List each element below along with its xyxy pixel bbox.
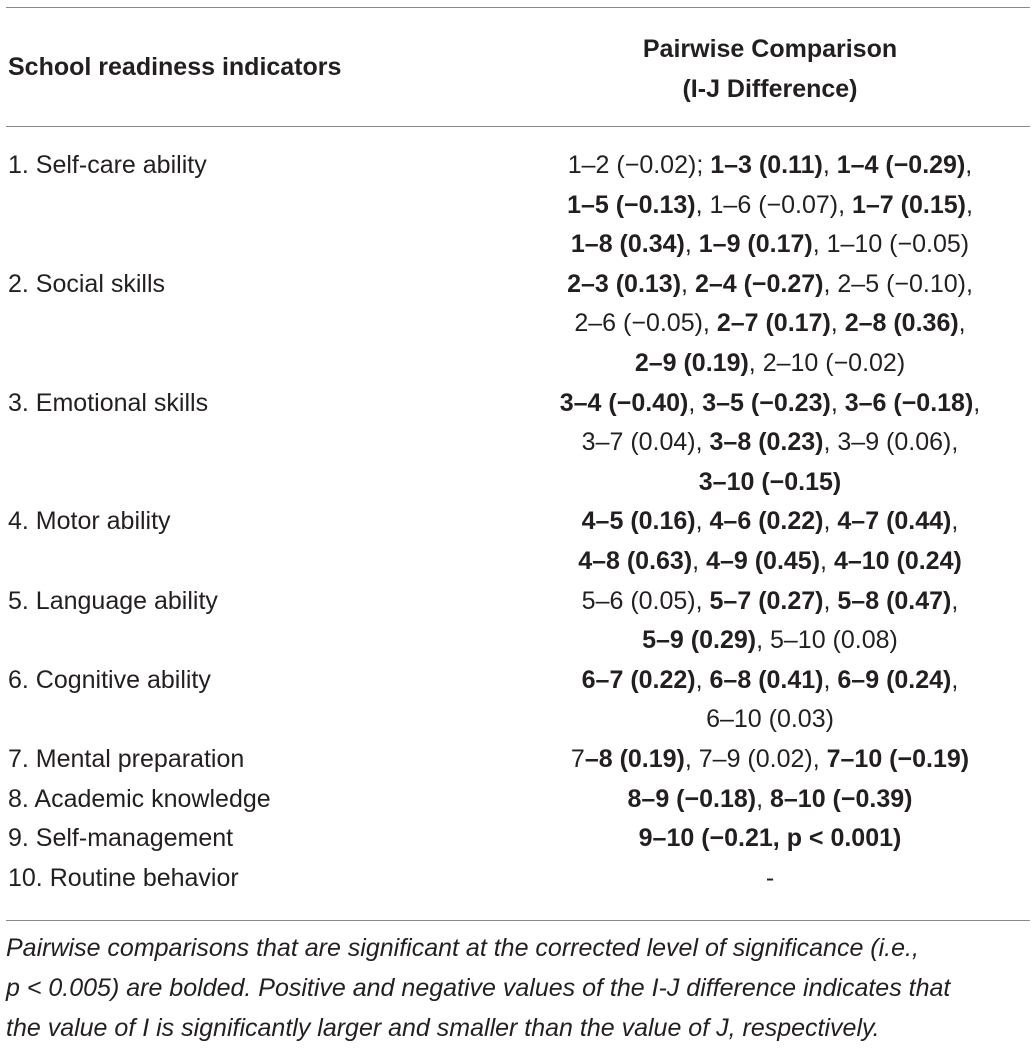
comparison-line	[505, 740, 1035, 780]
significant-comparison: 8–9 (−0.18)	[627, 784, 757, 813]
significant-comparison: 3–5 (−0.23)	[702, 388, 831, 417]
top-rule	[6, 7, 1030, 8]
table-row	[0, 819, 1036, 859]
pairwise-comparison-cell	[505, 819, 1035, 859]
pairwise-comparison-cell	[505, 384, 1035, 503]
significant-comparison: 3–8 (0.23)	[709, 428, 824, 457]
indicator-label: 6. Cognitive ability	[8, 665, 211, 694]
bottom-rule	[6, 920, 1030, 921]
pairwise-comparison-cell	[505, 146, 1035, 265]
significant-comparison: 1–8 (0.34)	[570, 230, 685, 259]
comparison-text: ,	[692, 546, 707, 575]
significant-comparison: 1–7 (0.15)	[852, 190, 966, 219]
significant-comparison: 1–4 (−0.29)	[836, 151, 966, 179]
column-header-comparison-line1: Pairwise Comparison	[642, 35, 898, 63]
significant-comparison: 1–5 (−0.13)	[567, 190, 696, 219]
comparison-text: ,	[973, 388, 981, 417]
indicator-label: 4. Motor ability	[8, 507, 171, 536]
comparison-line	[505, 463, 1035, 503]
table-row	[0, 502, 1036, 581]
pairwise-comparison-cell	[505, 582, 1035, 661]
indicator-label: 7. Mental preparation	[8, 744, 245, 773]
pairwise-comparison-cell	[505, 740, 1035, 780]
comparison-line	[505, 502, 1035, 542]
comparison-text: , 7–9 (0.02),	[684, 744, 827, 773]
comparison-text: ,	[684, 230, 699, 259]
significant-comparison: 4–9 (0.45)	[706, 546, 821, 575]
indicator-label: 3. Emotional skills	[8, 388, 209, 417]
significant-comparison: 2–4 (−0.27)	[694, 269, 824, 298]
table-row	[0, 780, 1036, 820]
comparison-text: ,	[951, 665, 959, 694]
table-footnote	[6, 928, 1030, 1048]
column-header-comparison	[505, 29, 1035, 109]
significant-comparison: 5–8 (0.47)	[837, 586, 952, 615]
table-row	[0, 859, 1036, 899]
indicator-label: 1. Self-care ability	[8, 151, 207, 179]
significant-comparison: 3–6 (−0.18)	[844, 388, 974, 417]
table-row	[0, 661, 1036, 740]
comparison-text: 2–6 (−0.05),	[574, 309, 717, 338]
comparison-text: ,	[965, 151, 973, 179]
comparison-text: ,	[951, 507, 959, 536]
comparison-line	[505, 384, 1035, 424]
comparison-text: 1–2 (−0.02);	[567, 151, 711, 179]
table-row	[0, 146, 1036, 265]
comparison-text: ,	[688, 388, 703, 417]
comparison-line	[505, 146, 1035, 186]
indicator-label: 9. Self-management	[8, 824, 234, 853]
comparison-line	[505, 344, 1035, 384]
comparison-line	[505, 859, 1035, 899]
significant-comparison: 2–8 (0.36)	[844, 309, 959, 338]
significant-comparison: 3–10 (−0.15)	[698, 467, 842, 496]
comparison-text: 7	[570, 744, 585, 773]
significant-comparison: 4–8 (0.63)	[578, 546, 693, 575]
significant-comparison: 1–3 (0.11)	[710, 151, 823, 179]
comparison-text: , 2–10 (−0.02)	[748, 348, 906, 377]
pairwise-comparison-cell	[505, 502, 1035, 581]
table-row	[0, 740, 1036, 780]
comparison-line	[505, 780, 1035, 820]
significant-comparison: 4–5 (0.16)	[581, 507, 696, 536]
indicator-label: 10. Routine behavior	[8, 863, 239, 892]
significant-comparison: 7–10 (−0.19)	[826, 744, 970, 773]
comparison-text: ,	[958, 309, 966, 338]
comparison-text: ,	[681, 269, 695, 298]
comparison-text: , 1–10 (−0.05)	[812, 230, 970, 259]
significant-comparison: 4–10 (0.24)	[833, 546, 962, 575]
comparison-text: ,	[823, 586, 838, 615]
pairwise-comparison-cell	[505, 859, 1035, 899]
comparison-text: ,	[830, 388, 845, 417]
comparison-text: , 5–10 (0.08)	[756, 626, 898, 655]
comparison-text: ,	[695, 665, 710, 694]
indicator-label: 8. Academic knowledge	[8, 784, 271, 813]
comparison-line	[505, 819, 1035, 859]
significant-comparison: 6–8 (0.41)	[709, 665, 824, 694]
comparison-text: ,	[820, 546, 834, 575]
indicator-label: 5. Language ability	[8, 586, 218, 615]
significant-comparison: 1–9 (0.17)	[698, 230, 813, 259]
footnote-line: Pairwise comparisons that are significant at the corrected level of significance (i.e.,	[6, 934, 919, 962]
comparison-text: , 2–5 (−0.10),	[823, 269, 973, 298]
comparison-text: ,	[695, 507, 710, 536]
comparison-line	[505, 661, 1035, 701]
comparison-text: ,	[823, 665, 838, 694]
footnote-line: p < 0.005) are bolded. Positive and negative values of the I-J difference indicates that	[6, 974, 951, 1002]
comparison-line	[505, 621, 1035, 661]
comparison-text: ,	[756, 784, 770, 813]
significant-comparison: 4–7 (0.44)	[837, 507, 952, 536]
significant-comparison: 2–7 (0.17)	[716, 309, 831, 338]
comparison-text: ,	[951, 586, 959, 615]
table-body	[0, 146, 1036, 898]
comparison-text: , 3–9 (0.06),	[823, 428, 959, 457]
column-header-indicators: School readiness indicators	[8, 53, 342, 81]
significant-comparison: 8–10 (−0.39)	[770, 784, 913, 813]
comparison-line	[505, 265, 1035, 305]
comparison-line	[505, 304, 1035, 344]
header-rule	[6, 126, 1030, 127]
column-header-comparison-line2: (I-J Difference)	[682, 75, 858, 103]
significant-comparison: 5–9 (0.29)	[642, 626, 757, 655]
table-row	[0, 265, 1036, 384]
table-row	[0, 582, 1036, 661]
comparison-text: , 1–6 (−0.07),	[695, 190, 852, 219]
comparison-line	[505, 700, 1035, 740]
comparison-text: ,	[830, 309, 845, 338]
comparison-text: 5–6 (0.05),	[581, 586, 710, 615]
significant-comparison: 9–10 (−0.21, p < 0.001)	[638, 824, 902, 853]
comparison-line	[505, 423, 1035, 463]
significant-comparison: 6–7 (0.22)	[581, 665, 696, 694]
indicator-label: 2. Social skills	[8, 269, 165, 298]
significant-comparison: 6–9 (0.24)	[837, 665, 952, 694]
comparison-line	[505, 542, 1035, 582]
table-row	[0, 384, 1036, 503]
pairwise-comparison-cell	[505, 780, 1035, 820]
significant-comparison: 5–7 (0.27)	[709, 586, 824, 615]
significant-comparison: 2–3 (0.13)	[567, 269, 682, 298]
significant-comparison: 4–6 (0.22)	[709, 507, 824, 536]
significant-comparison: –8 (0.19)	[584, 744, 685, 773]
comparison-line	[505, 225, 1035, 265]
comparison-text: ,	[965, 190, 973, 219]
comparison-text: ,	[822, 151, 837, 179]
footnote-line: the value of I is significantly larger and smaller than the value of J, respectively.	[6, 1014, 880, 1042]
comparison-text: ,	[823, 507, 838, 536]
comparison-text: -	[765, 863, 775, 892]
significant-comparison: 2–9 (0.19)	[634, 348, 749, 377]
pairwise-comparison-cell	[505, 265, 1035, 384]
comparison-line	[505, 186, 1035, 226]
comparison-line	[505, 582, 1035, 622]
significant-comparison: 3–4 (−0.40)	[559, 388, 689, 417]
comparison-text: 3–7 (0.04),	[581, 428, 710, 457]
pairwise-comparison-cell	[505, 661, 1035, 740]
comparison-text: 6–10 (0.03)	[706, 705, 834, 734]
